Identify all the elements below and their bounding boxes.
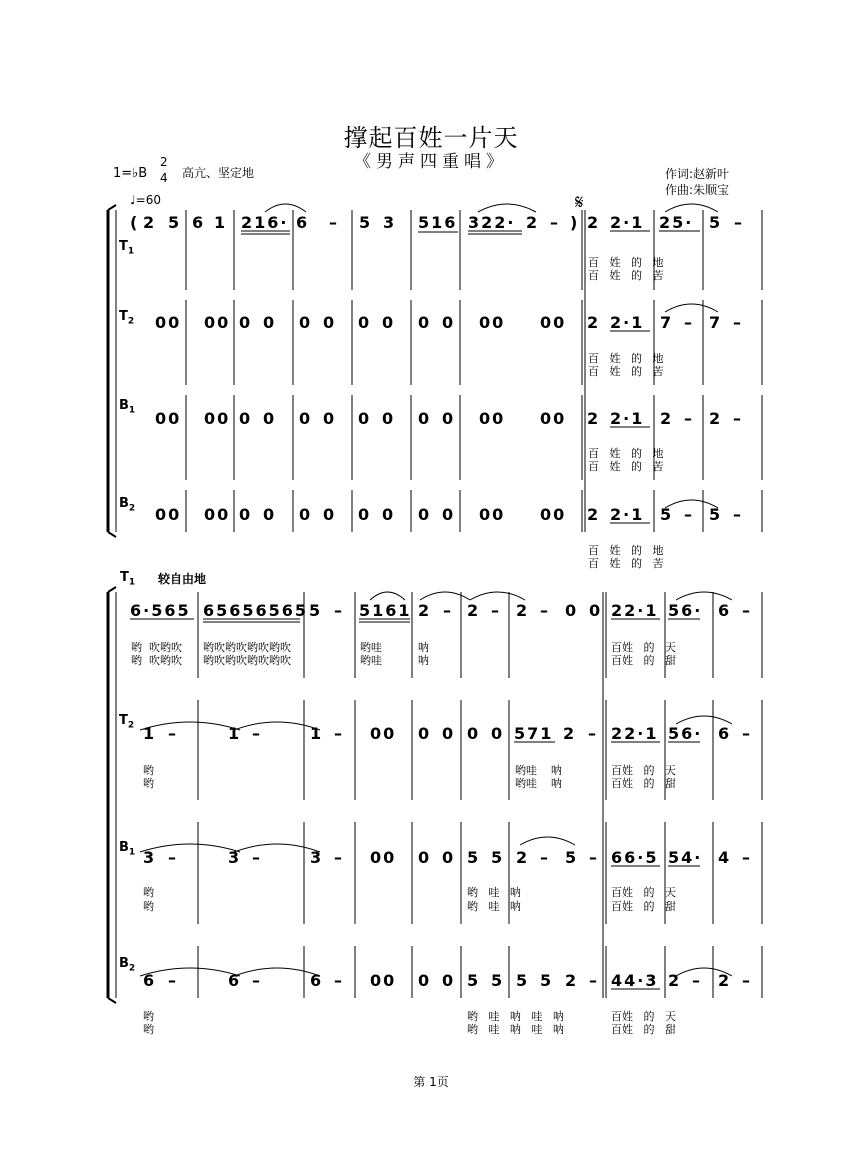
tie-slur xyxy=(234,844,320,852)
jianpu-note: 5 xyxy=(491,971,505,990)
jianpu-note: 1 xyxy=(310,724,324,743)
jianpu-note: 22·1 xyxy=(611,724,659,743)
bracket-top xyxy=(108,587,116,592)
part-label-s2-t1: $T_1$ xyxy=(120,570,136,588)
jianpu-note: 216· xyxy=(241,213,289,232)
jianpu-note: 7 xyxy=(709,313,723,332)
jianpu-note: 4 xyxy=(718,848,732,867)
jianpu-note: 1 xyxy=(143,724,157,743)
jianpu-note: 00 xyxy=(540,505,567,524)
jianpu-note: 6 xyxy=(296,213,310,232)
jianpu-note: 0 xyxy=(442,409,456,428)
jianpu-note: ) xyxy=(570,213,580,232)
jianpu-note: 1 xyxy=(214,213,228,232)
s2-t1-lyric-2b: 哟吹哟吹哟吹哟吹 xyxy=(203,654,291,667)
jianpu-note: 0 xyxy=(442,848,456,867)
jianpu-note: – xyxy=(168,848,178,867)
tempo-marking: ♩=60 xyxy=(130,193,161,207)
jianpu-note: 2 xyxy=(526,213,540,232)
s2-t2-lyric-2b: 哟哇 呐 xyxy=(515,777,562,790)
jianpu-note: 0 xyxy=(442,505,456,524)
jianpu-note: 0 xyxy=(442,724,456,743)
jianpu-note: 56· xyxy=(668,724,703,743)
s2-t1-lyric-1a: 哟 吹哟吹 xyxy=(131,641,182,654)
part-label-b2: $B_2$ xyxy=(119,496,136,514)
jianpu-note: 0 xyxy=(239,409,253,428)
jianpu-note: 0 xyxy=(323,409,337,428)
jianpu-note: 6 xyxy=(192,213,206,232)
jianpu-note: 5 xyxy=(540,971,554,990)
jianpu-note: 0 xyxy=(299,313,313,332)
jianpu-note: – xyxy=(491,601,501,620)
jianpu-note: 0 xyxy=(418,971,432,990)
jianpu-note: 6 xyxy=(310,971,324,990)
part-label-s2-t2: $T_2$ xyxy=(119,713,135,731)
jianpu-note: 00 xyxy=(540,409,567,428)
jianpu-note: 2 xyxy=(587,409,601,428)
bracket-top xyxy=(108,205,116,210)
jianpu-note: 0 xyxy=(589,601,603,620)
jianpu-note: 6 xyxy=(143,971,157,990)
jianpu-note: 0 xyxy=(418,409,432,428)
tie-slur xyxy=(520,837,575,845)
jianpu-note: 00 xyxy=(155,409,182,428)
jianpu-note: – xyxy=(252,848,262,867)
s2-b2-lyric-2c: 百姓 的 甜 xyxy=(611,1023,676,1036)
jianpu-note: 6 xyxy=(718,601,732,620)
jianpu-note: 3 xyxy=(310,848,324,867)
jianpu-note: 00 xyxy=(479,505,506,524)
s1-b2-lyric-1: 百 姓 的 地 xyxy=(588,544,664,557)
jianpu-note: 00 xyxy=(479,313,506,332)
jianpu-note: 0 xyxy=(239,313,253,332)
s1-b1-lyric-1: 百 姓 的 地 xyxy=(588,447,664,460)
jianpu-note: 2 xyxy=(467,601,481,620)
jianpu-note: – xyxy=(588,724,598,743)
s1-b1-lyric-2: 百 姓 的 苦 xyxy=(588,460,664,473)
jianpu-note: 516 xyxy=(418,213,458,232)
tie-slur xyxy=(676,716,732,724)
jianpu-note: 0 xyxy=(442,313,456,332)
s2-t1-lyric-1e: 百姓 的 天 xyxy=(611,641,676,654)
jianpu-note: – xyxy=(692,971,702,990)
jianpu-note: 0 xyxy=(323,313,337,332)
tempo-rubato-marking: 较自由地 xyxy=(158,572,207,586)
s2-b1-lyric-2a: 哟 xyxy=(143,900,154,913)
jianpu-note: 2 xyxy=(565,971,579,990)
jianpu-note: 0 xyxy=(491,724,505,743)
tie-slur xyxy=(665,304,718,312)
jianpu-note: 0 xyxy=(382,505,396,524)
jianpu-note: 2 xyxy=(660,409,674,428)
jianpu-note: 25· xyxy=(659,213,694,232)
song-title: 撑起百姓一片天 xyxy=(343,124,519,152)
jianpu-note: – xyxy=(334,601,344,620)
jianpu-note: 7 xyxy=(660,313,674,332)
jianpu-note: 6 xyxy=(718,724,732,743)
jianpu-note: 2·1 xyxy=(610,409,645,428)
jianpu-note: 5 xyxy=(660,505,674,524)
jianpu-note: 571 xyxy=(514,724,554,743)
jianpu-note: 0 xyxy=(358,313,372,332)
jianpu-note: 00 xyxy=(155,313,182,332)
jianpu-note: – xyxy=(734,213,744,232)
s2-t1-lyric-2c: 哟哇 xyxy=(360,654,382,667)
jianpu-note: 0 xyxy=(418,724,432,743)
jianpu-note: 0 xyxy=(263,505,277,524)
jianpu-note: 0 xyxy=(382,409,396,428)
jianpu-note: 3 xyxy=(143,848,157,867)
tie-slur xyxy=(665,204,718,212)
s1-t1-lyric-1: 百 姓 的 地 xyxy=(588,256,664,269)
s2-t2-lyric-1c: 百姓 的 天 xyxy=(611,764,676,777)
s2-b1-lyric-2c: 百姓 的 甜 xyxy=(611,900,676,913)
jianpu-note: 2 xyxy=(563,724,577,743)
jianpu-note: 65656565 xyxy=(203,601,309,620)
s2-t1-lyric-1d: 呐 xyxy=(418,641,429,654)
s2-t1-lyric-1b: 哟吹哟吹哟吹哟吹 xyxy=(203,641,291,654)
jianpu-note: 5 xyxy=(467,971,481,990)
s2-b2-lyric-2b: 哟 哇 呐 哇 呐 xyxy=(467,1023,564,1036)
jianpu-note: 0 xyxy=(299,409,313,428)
jianpu-note: – xyxy=(443,601,453,620)
jianpu-note: 0 xyxy=(239,505,253,524)
part-label-s2-b2: $B_2$ xyxy=(119,956,136,974)
jianpu-note: 2 xyxy=(418,601,432,620)
s2-t2-lyric-2c: 百姓 的 甜 xyxy=(611,777,676,790)
s2-t1-lyric-2a: 哟 吹哟吹 xyxy=(131,654,182,667)
jianpu-note: 0 xyxy=(418,848,432,867)
jianpu-note: 2 xyxy=(516,848,530,867)
jianpu-note: – xyxy=(252,971,262,990)
time-signature-top: 2 xyxy=(160,155,168,169)
jianpu-note: 0 xyxy=(467,724,481,743)
song-subtitle: 《男声四重唱》 xyxy=(354,152,508,172)
tie-slur xyxy=(676,592,732,600)
jianpu-note: 00 xyxy=(204,409,231,428)
jianpu-note: 00 xyxy=(370,971,397,990)
jianpu-note: 3 xyxy=(383,213,397,232)
jianpu-note: 0 xyxy=(263,313,277,332)
page-number: 第 1页 xyxy=(413,1075,449,1089)
s2-t1-lyric-1c: 哟哇 xyxy=(360,641,382,654)
jianpu-note: 6 xyxy=(228,971,242,990)
jianpu-note: 2 xyxy=(668,971,682,990)
tie-slur xyxy=(470,592,525,600)
jianpu-note: – xyxy=(540,848,550,867)
s2-b2-lyric-1a: 哟 xyxy=(143,1010,154,1023)
jianpu-note: – xyxy=(334,724,344,743)
jianpu-note: 56· xyxy=(668,601,703,620)
jianpu-note: 00 xyxy=(155,505,182,524)
jianpu-note: 44·3 xyxy=(611,971,659,990)
jianpu-note: – xyxy=(550,213,560,232)
jianpu-note: – xyxy=(742,601,752,620)
jianpu-note: 5 xyxy=(491,848,505,867)
s2-b1-lyric-1a: 哟 xyxy=(143,886,154,899)
bracket-bottom xyxy=(108,998,116,1003)
tie-slur xyxy=(234,722,320,730)
s2-b2-lyric-2a: 哟 xyxy=(143,1023,154,1036)
tie-slur xyxy=(478,204,536,212)
jianpu-note: 00 xyxy=(479,409,506,428)
jianpu-note: 2 xyxy=(718,971,732,990)
jianpu-note: 00 xyxy=(370,848,397,867)
s2-b2-lyric-1c: 百姓 的 天 xyxy=(611,1010,676,1023)
jianpu-note: – xyxy=(742,848,752,867)
jianpu-note: 54· xyxy=(668,848,703,867)
s2-b2-lyric-1b: 哟 哇 呐 哇 呐 xyxy=(467,1010,564,1023)
jianpu-note: 5 xyxy=(709,213,723,232)
s2-b1-lyric-1b: 哟 哇 呐 xyxy=(467,886,521,899)
jianpu-note: 5 xyxy=(467,848,481,867)
jianpu-note: 0 xyxy=(299,505,313,524)
composer: 作曲:朱顺宝 xyxy=(665,183,730,197)
time-signature-bottom: 4 xyxy=(160,171,168,185)
part-label-s2-b1: $B_1$ xyxy=(119,840,136,858)
part-label-t2: $T_2$ xyxy=(119,309,135,327)
jianpu-note: 0 xyxy=(418,505,432,524)
key-signature: 1=♭B xyxy=(113,166,148,181)
jianpu-note: – xyxy=(252,724,262,743)
jianpu-note: 00 xyxy=(204,313,231,332)
s2-t2-lyric-1a: 哟 xyxy=(143,764,154,777)
jianpu-note: – xyxy=(733,505,743,524)
jianpu-note: – xyxy=(684,505,694,524)
jianpu-note: 2 xyxy=(587,505,601,524)
s1-t1-lyric-2: 百 姓 的 苦 xyxy=(588,269,664,282)
part-label-t1: $T_1$ xyxy=(119,239,135,257)
jianpu-note: 0 xyxy=(358,505,372,524)
jianpu-note: 0 xyxy=(565,601,579,620)
jianpu-note: 00 xyxy=(204,505,231,524)
jianpu-note: 5161 xyxy=(359,601,412,620)
s2-t2-lyric-1b: 哟哇 呐 xyxy=(515,764,562,777)
s1-t2-lyric-2: 百 姓 的 苦 xyxy=(588,365,664,378)
segno-sign: 𝄋 xyxy=(575,190,584,214)
jianpu-note: – xyxy=(589,971,599,990)
jianpu-note: 5 xyxy=(359,213,373,232)
s2-t1-lyric-2d: 呐 xyxy=(418,654,429,667)
jianpu-note: 1 xyxy=(228,724,242,743)
jianpu-note: – xyxy=(168,971,178,990)
s2-b1-lyric-2b: 哟 哇 呐 xyxy=(467,900,521,913)
jianpu-note: – xyxy=(742,724,752,743)
jianpu-note: ( xyxy=(130,213,140,232)
jianpu-note: 2 xyxy=(143,213,157,232)
jianpu-note: 00 xyxy=(370,724,397,743)
jianpu-note: – xyxy=(329,213,339,232)
jianpu-note: 66·5 xyxy=(611,848,659,867)
jianpu-note: – xyxy=(733,409,743,428)
jianpu-note: 2·1 xyxy=(610,313,645,332)
s1-b2-lyric-2: 百 姓 的 苦 xyxy=(588,557,664,570)
jianpu-note: – xyxy=(334,848,344,867)
jianpu-note: – xyxy=(742,971,752,990)
jianpu-note: 5 xyxy=(709,505,723,524)
s2-t1-lyric-2e: 百姓 的 甜 xyxy=(611,654,676,667)
jianpu-note: – xyxy=(540,601,550,620)
jianpu-note: 6·565 xyxy=(130,601,191,620)
jianpu-note: 22·1 xyxy=(611,601,659,620)
jianpu-note: – xyxy=(589,848,599,867)
jianpu-note: 3 xyxy=(228,848,242,867)
tie-slur xyxy=(420,592,470,600)
jianpu-note: 0 xyxy=(442,971,456,990)
jianpu-note: 2·1 xyxy=(610,213,645,232)
jianpu-note: 2 xyxy=(709,409,723,428)
s2-b1-lyric-1c: 百姓 的 天 xyxy=(611,886,676,899)
tie-slur xyxy=(265,204,306,212)
jianpu-note: 0 xyxy=(263,409,277,428)
s1-t2-lyric-1: 百 姓 的 地 xyxy=(588,352,664,365)
jianpu-note: 2 xyxy=(516,601,530,620)
part-label-b1: $B_1$ xyxy=(119,398,136,416)
jianpu-note: 2 xyxy=(587,213,601,232)
jianpu-note: 00 xyxy=(540,313,567,332)
jianpu-note: 322· xyxy=(468,213,516,232)
bracket-bottom xyxy=(108,532,116,537)
jianpu-note: – xyxy=(684,409,694,428)
jianpu-note: – xyxy=(733,313,743,332)
jianpu-note: 0 xyxy=(323,505,337,524)
jianpu-note: – xyxy=(684,313,694,332)
lyricist: 作词:赵新叶 xyxy=(665,167,730,181)
jianpu-note: 5 xyxy=(565,848,579,867)
jianpu-note: 5 xyxy=(516,971,530,990)
jianpu-note: – xyxy=(334,971,344,990)
expression-marking: 高亢、坚定地 xyxy=(182,166,255,180)
jianpu-note: 2 xyxy=(587,313,601,332)
tie-slur xyxy=(370,592,405,600)
jianpu-note: – xyxy=(168,724,178,743)
jianpu-note: 0 xyxy=(418,313,432,332)
tie-slur xyxy=(234,968,320,976)
s2-t2-lyric-2a: 哟 xyxy=(143,777,154,790)
jianpu-note: 0 xyxy=(358,409,372,428)
jianpu-note: 5 xyxy=(168,213,182,232)
jianpu-note: 2·1 xyxy=(610,505,645,524)
jianpu-note: 0 xyxy=(382,313,396,332)
jianpu-note: 5 xyxy=(309,601,323,620)
